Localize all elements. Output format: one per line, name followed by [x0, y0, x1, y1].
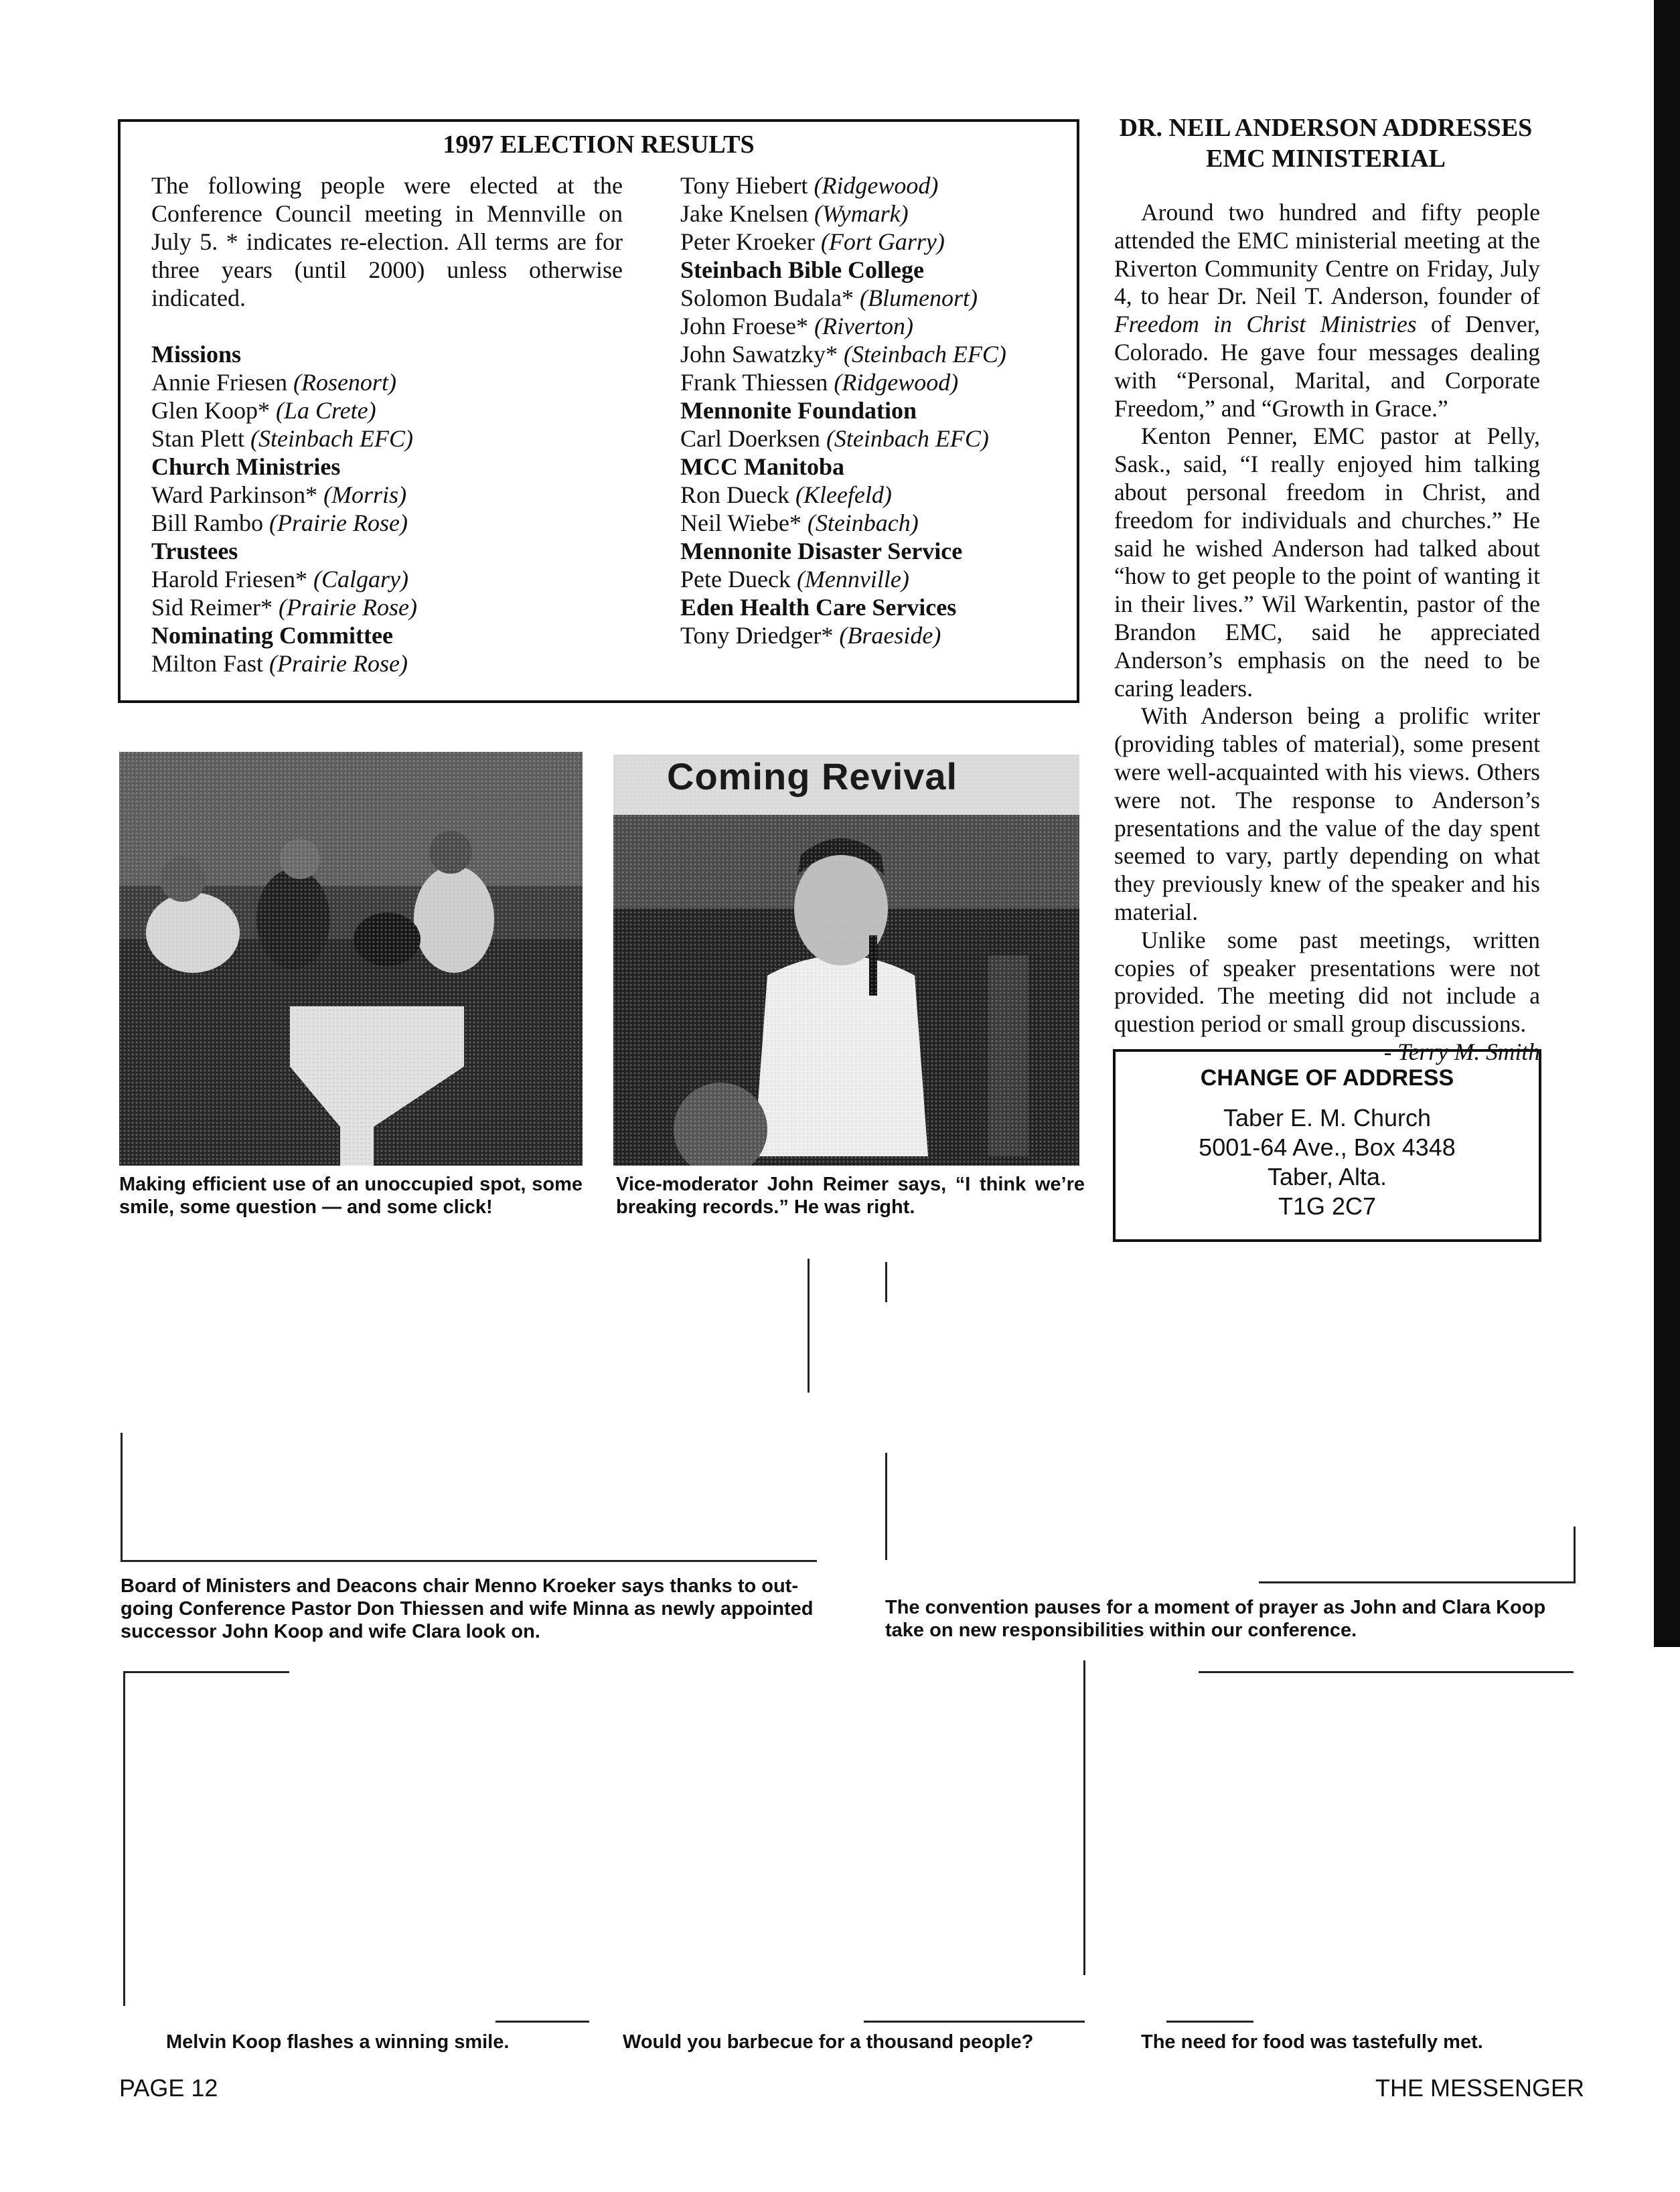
- election-entry: [680, 284, 1055, 312]
- church-location: (Braeside): [839, 622, 941, 649]
- person-name: Neil Wiebe*: [680, 510, 801, 536]
- election-category: [151, 621, 623, 649]
- election-category: [151, 453, 623, 481]
- person-name: Stan Plett: [151, 425, 245, 452]
- election-results-box: [118, 119, 1079, 703]
- election-entry: [680, 171, 1055, 200]
- election-category: [680, 453, 1055, 481]
- frame-edge: [885, 1453, 887, 1560]
- election-category: [151, 340, 623, 368]
- frame-edge: [121, 1560, 817, 1562]
- change-of-address-box: [1113, 1049, 1541, 1242]
- election-category: [680, 537, 1055, 565]
- caption-vice-moderator: Vice-moderator John Reimer says, “I think we’re breaking records.” He was right.: [616, 1174, 1085, 1218]
- church-location: (Morris): [323, 481, 407, 508]
- election-entry: [680, 312, 1055, 340]
- election-entry: [151, 593, 623, 621]
- election-category: [680, 593, 1055, 621]
- article-byline: - Terry M. Smith: [1383, 1038, 1540, 1065]
- election-entry: [680, 621, 1055, 649]
- caption-melvin-koop: Melvin Koop flashes a winning smile.: [166, 2031, 510, 2053]
- church-location: (Ridgewood): [814, 172, 939, 199]
- article-paragraph: Around two hundred and fifty people attended the EMC ministerial meeting at the Riverton Community Centre on Friday, July 4, to hear Dr. Neil T. Anderson, founder of Freedom in Christ Ministries of Denver, Colorado. He gave four messages dealing with “Personal, Marital, and Corporate Freedom,” and “Growth in Grace.”: [1114, 199, 1540, 422]
- church-location: (Kleefeld): [795, 481, 892, 508]
- category-name: Trustees: [151, 538, 238, 564]
- election-entry: [680, 424, 1055, 453]
- frame-edge: [1259, 1581, 1574, 1583]
- coa-title: CHANGE OF ADDRESS: [1200, 1065, 1454, 1091]
- frame-edge: [495, 2021, 589, 2023]
- person-name: Solomon Budala*: [680, 285, 854, 311]
- election-category: [151, 537, 623, 565]
- frame-edge: [885, 1262, 887, 1302]
- election-entry: [151, 481, 623, 509]
- church-location: (Calgary): [313, 566, 408, 593]
- person-name: Tony Hiebert: [680, 172, 808, 199]
- person-name: Milton Fast: [151, 650, 264, 677]
- person-name: Harold Friesen*: [151, 566, 307, 593]
- election-title: 1997 ELECTION RESULTS: [443, 131, 755, 159]
- coa-line: Taber, Alta.: [1267, 1163, 1387, 1190]
- person-name: John Sawatzky*: [680, 341, 838, 368]
- person-name: Tony Driedger*: [680, 622, 834, 649]
- election-entry: [680, 368, 1055, 396]
- election-entry: [680, 340, 1055, 368]
- publication-name: THE MESSENGER: [1375, 2074, 1584, 2102]
- caption-convention-prayer: The convention pauses for a moment of prayer as John and Clara Koop take on new responsibilities within our conference.: [885, 1597, 1546, 1641]
- church-location: (Steinbach EFC): [843, 341, 1006, 368]
- person-name: Annie Friesen: [151, 369, 287, 396]
- article-paragraph: Kenton Penner, EMC pastor at Pelly, Sask., said, “I really enjoyed him talking about personal freedom in Christ, and freedom for individuals and churches.” He said he wished Anderson had talked about “how to get people to the point of wanting it in their lives.” Wil Warkentin, pastor of the Brandon EMC, said he appreciated Anderson’s emphasis on the need to be caring leaders.: [1114, 422, 1540, 702]
- photo-vice-moderator: [613, 755, 1079, 1166]
- article-paragraph: With Anderson being a prolific writer (providing tables of material), some present were well-acquainted with his views. Others were not. The response to Anderson’s presentations and the value of the day spent seemed to vary, partly depending on what they previously knew of the speaker and his material.: [1114, 702, 1540, 925]
- church-location: (Prairie Rose): [269, 650, 408, 677]
- article-body: [1114, 199, 1540, 1067]
- church-location: (Blumenort): [860, 285, 978, 311]
- person-name: Bill Rambo: [151, 510, 264, 536]
- frame-edge: [864, 2021, 1085, 2023]
- person-name: Ward Parkinson*: [151, 481, 318, 508]
- frame-edge: [121, 1433, 123, 1560]
- category-name: Steinbach Bible College: [680, 256, 925, 283]
- category-name: Eden Health Care Services: [680, 594, 957, 621]
- caption-board-of-ministers: Board of Ministers and Deacons chair Menno Kroeker says thanks to out-going Conference Pastor Don Thiessen and wife Minna as newly appointed successor John Koop and wife Clara look on.: [121, 1575, 814, 1642]
- category-name: Mennonite Disaster Service: [680, 538, 963, 564]
- scan-edge: [1654, 0, 1680, 1647]
- photo-picnic-image: [119, 752, 583, 1166]
- election-entry: [151, 424, 623, 453]
- person-name: Pete Dueck: [680, 566, 791, 593]
- frame-edge: [1166, 2021, 1253, 2023]
- frame-edge: [808, 1259, 810, 1393]
- election-intro: The following people were elected at the Conference Council meeting in Mennville on July 5. * indicates re-election. All terms are for three years (until 2000) unless otherwise indicated.: [151, 172, 623, 311]
- church-location: (Prairie Rose): [278, 594, 417, 621]
- category-name: Mennonite Foundation: [680, 397, 917, 424]
- category-name: Missions: [151, 341, 242, 368]
- church-location: (Rosenort): [293, 369, 396, 396]
- election-left-column: [151, 171, 623, 678]
- election-category: [680, 396, 1055, 424]
- coa-line: 5001-64 Ave., Box 4348: [1199, 1133, 1456, 1161]
- election-entry: [680, 565, 1055, 593]
- page-number: PAGE 12: [119, 2074, 218, 2102]
- coa-line: Taber E. M. Church: [1223, 1104, 1432, 1131]
- category-name: Nominating Committee: [151, 622, 393, 649]
- church-location: (Riverton): [814, 313, 913, 339]
- person-name: Glen Koop*: [151, 397, 270, 424]
- election-entry: [680, 200, 1055, 228]
- photo-picnic-group: [119, 752, 583, 1166]
- election-entry: [151, 649, 623, 678]
- frame-edge: [123, 1671, 289, 1673]
- person-name: Peter Kroeker: [680, 228, 815, 255]
- headline-line-2: EMC MINISTERIAL: [1206, 145, 1446, 173]
- headline-line-1: DR. NEIL ANDERSON ADDRESSES: [1119, 114, 1533, 142]
- church-location: (Steinbach): [807, 510, 919, 536]
- caption-food: The need for food was tastefully met.: [1141, 2031, 1483, 2053]
- caption-barbecue: Would you barbecue for a thousand people?: [623, 2031, 1034, 2053]
- church-location: (Steinbach EFC): [826, 425, 989, 452]
- caption-picnic: Making efficient use of an unoccupied spot, some smile, some question — and some click!: [119, 1174, 583, 1218]
- article-paragraph: Unlike some past meetings, written copies of speaker presentations were not provided. The meeting did not include a question period or small group discussions.: [1114, 926, 1540, 1038]
- category-name: MCC Manitoba: [680, 453, 844, 480]
- election-entry: [680, 509, 1055, 537]
- person-name: John Froese*: [680, 313, 808, 339]
- person-name: Carl Doerksen: [680, 425, 820, 452]
- person-name: Sid Reimer*: [151, 594, 273, 621]
- church-location: (Prairie Rose): [269, 510, 408, 536]
- church-location: (Fort Garry): [820, 228, 945, 255]
- person-name: Frank Thiessen: [680, 369, 828, 396]
- election-entry: [151, 396, 623, 424]
- banner-text: Coming Revival: [667, 755, 958, 797]
- article-headline: [1112, 112, 1540, 174]
- church-location: (Mennville): [796, 566, 909, 593]
- photo-speaker-image: [613, 755, 1079, 1166]
- frame-edge: [1574, 1526, 1576, 1583]
- election-entry: [680, 228, 1055, 256]
- election-entry: [151, 368, 623, 396]
- category-name: Church Ministries: [151, 453, 341, 480]
- church-location: (Ridgewood): [834, 369, 959, 396]
- coa-line: T1G 2C7: [1278, 1192, 1377, 1220]
- election-entry: [680, 481, 1055, 509]
- church-location: (La Crete): [275, 397, 376, 424]
- person-name: Ron Dueck: [680, 481, 789, 508]
- frame-edge: [123, 1671, 125, 2006]
- election-category: [680, 256, 1055, 284]
- church-location: (Wymark): [814, 200, 909, 227]
- person-name: Jake Knelsen: [680, 200, 808, 227]
- frame-edge: [1199, 1671, 1574, 1673]
- election-right-column: [680, 171, 1055, 649]
- election-entry: [151, 509, 623, 537]
- frame-edge: [1083, 1660, 1085, 1975]
- election-entry: [151, 565, 623, 593]
- church-location: (Steinbach EFC): [250, 425, 413, 452]
